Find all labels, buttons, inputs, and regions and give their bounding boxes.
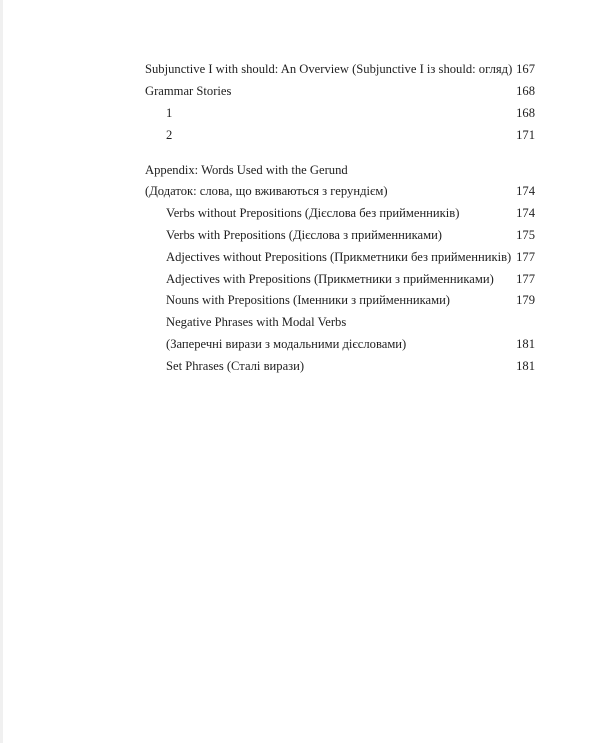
toc-entry[interactable]: [166, 312, 535, 332]
toc-entry-title: Adjectives without Prepositions (Прикметники без прийменників): [166, 250, 512, 264]
toc-entry-page: 175: [516, 228, 535, 242]
toc-entry[interactable]: [166, 247, 535, 267]
toc-entry[interactable]: [145, 81, 535, 101]
toc-entry-title: Negative Phrases with Modal Verbs: [166, 315, 347, 329]
toc-entry[interactable]: [166, 103, 535, 123]
toc-entry-page: 174: [516, 206, 535, 220]
toc-entry-title: Subjunctive I with should: An Overview (Subjunctive I із should: огляд): [145, 62, 513, 76]
toc-entry-title: 2: [166, 128, 173, 142]
toc-entry[interactable]: [145, 59, 535, 79]
toc-entry[interactable]: [145, 160, 535, 180]
toc-entry-title: Grammar Stories: [145, 84, 232, 98]
toc-entry[interactable]: [166, 125, 535, 145]
toc-entry-title: Nouns with Prepositions (Іменники з прийменниками): [166, 293, 451, 307]
toc-entry-page: 168: [516, 84, 535, 98]
toc-entry-page: 168: [516, 106, 535, 120]
toc-entry-title: Verbs without Prepositions (Дієслова без прийменників): [166, 206, 460, 220]
toc-entry[interactable]: [166, 290, 535, 310]
toc-entry-title: Adjectives with Prepositions (Прикметники з прийменниками): [166, 272, 494, 286]
toc-entry[interactable]: [166, 269, 535, 289]
toc-entry-page: 177: [516, 272, 535, 286]
toc-entry[interactable]: [166, 225, 535, 245]
toc-entry[interactable]: [145, 181, 535, 201]
toc-entry-page: 179: [516, 293, 535, 307]
toc-entry-page: 174: [516, 184, 535, 198]
toc-entry-title: Appendix: Words Used with the Gerund: [145, 163, 348, 177]
toc-entry-page: 181: [516, 359, 535, 373]
toc-entry-title: (Додаток: слова, що вживаються з герундієм): [145, 184, 388, 198]
toc-entry-page: 181: [516, 337, 535, 351]
toc-entry[interactable]: [166, 203, 535, 223]
toc-entry-title: Set Phrases (Сталі вирази): [166, 359, 305, 373]
toc-entry[interactable]: [166, 356, 535, 376]
toc-entry-title: 1: [166, 106, 173, 120]
toc-entry-page: 167: [516, 62, 535, 76]
toc-entry-page: 171: [516, 128, 535, 142]
page-edge: [0, 0, 3, 743]
toc-entry[interactable]: [166, 334, 535, 354]
toc-entry-title: Verbs with Prepositions (Дієслова з прийменниками): [166, 228, 443, 242]
toc-entry-title: (Заперечні вирази з модальними дієсловами): [166, 337, 407, 351]
toc-entry-page: 177: [516, 250, 535, 264]
